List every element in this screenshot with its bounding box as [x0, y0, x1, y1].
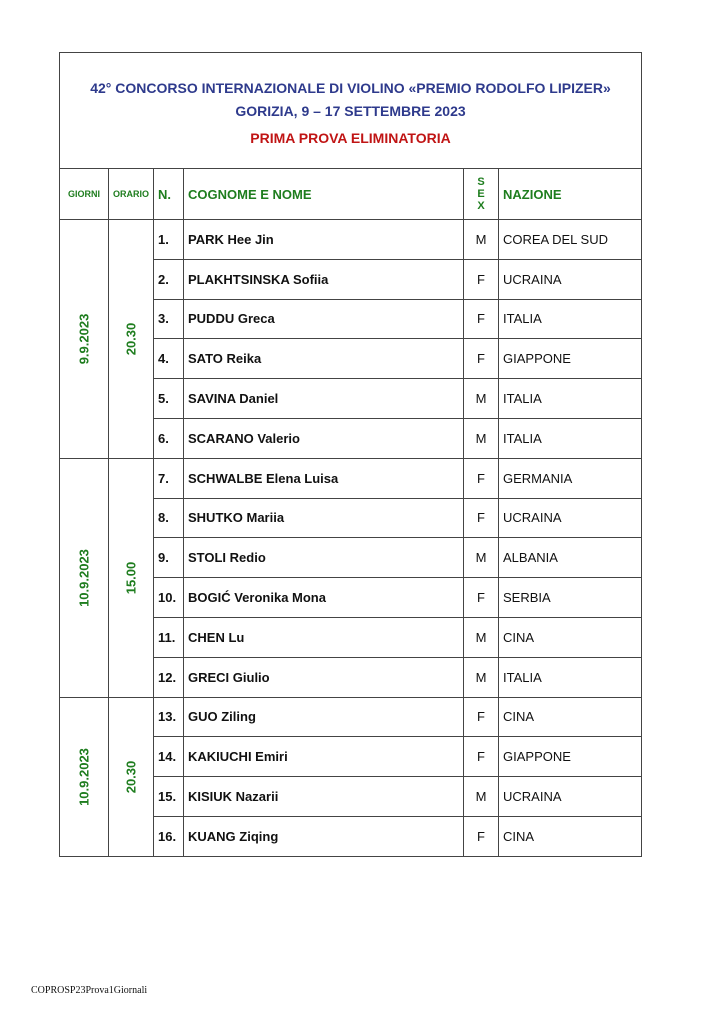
participant-number: 2.	[154, 259, 184, 299]
participant-nation: COREA DEL SUD	[499, 220, 642, 260]
participant-sex: M	[464, 220, 499, 260]
participant-nation: GIAPPONE	[499, 737, 642, 777]
participant-sex: M	[464, 777, 499, 817]
table-row	[60, 220, 642, 260]
participant-sex: F	[464, 697, 499, 737]
participant-nation: ITALIA	[499, 657, 642, 697]
participant-nation: ITALIA	[499, 379, 642, 419]
day-cell	[60, 697, 109, 856]
participant-nation: UCRAINA	[499, 498, 642, 538]
participant-name: SHUTKO Mariia	[184, 498, 464, 538]
participant-nation: UCRAINA	[499, 777, 642, 817]
column-header-row	[60, 169, 642, 220]
participant-nation: UCRAINA	[499, 259, 642, 299]
participant-nation: CINA	[499, 816, 642, 856]
participant-number: 7.	[154, 458, 184, 498]
participant-name: SCHWALBE Elena Luisa	[184, 458, 464, 498]
day-cell	[60, 220, 109, 459]
participant-number: 15.	[154, 777, 184, 817]
participant-number: 3.	[154, 299, 184, 339]
col-header-sex	[464, 169, 499, 220]
participant-name: PARK Hee Jin	[184, 220, 464, 260]
title-cell	[60, 53, 642, 169]
participant-sex: M	[464, 379, 499, 419]
participant-number: 9.	[154, 538, 184, 578]
participant-number: 13.	[154, 697, 184, 737]
participant-number: 12.	[154, 657, 184, 697]
document-page	[59, 52, 641, 857]
participant-name: KAKIUCHI Emiri	[184, 737, 464, 777]
col-header-orario: ORARIO	[109, 169, 154, 220]
participant-sex: M	[464, 538, 499, 578]
participant-number: 10.	[154, 578, 184, 618]
participant-number: 5.	[154, 379, 184, 419]
participant-nation: CINA	[499, 617, 642, 657]
table-row	[60, 697, 642, 737]
participant-name: SAVINA Daniel	[184, 379, 464, 419]
participant-nation: CINA	[499, 697, 642, 737]
sex-letter: E	[477, 188, 485, 200]
col-header-nation: NAZIONE	[499, 169, 642, 220]
col-header-name: COGNOME E NOME	[184, 169, 464, 220]
participant-name: SCARANO Valerio	[184, 418, 464, 458]
time-label: 20.30	[123, 760, 139, 793]
participant-sex: F	[464, 259, 499, 299]
participant-nation: SERBIA	[499, 578, 642, 618]
participant-sex: F	[464, 299, 499, 339]
sex-letter: X	[477, 200, 485, 212]
participant-nation: GIAPPONE	[499, 339, 642, 379]
participant-name: STOLI Redio	[184, 538, 464, 578]
participant-number: 11.	[154, 617, 184, 657]
day-label: 10.9.2023	[76, 548, 92, 607]
competition-title: 42° CONCORSO INTERNAZIONALE DI VIOLINO «PREMIO RODOLFO LIPIZER»	[90, 79, 611, 96]
participant-sex: F	[464, 737, 499, 777]
day-label: 10.9.2023	[76, 747, 92, 806]
participant-name: KUANG Ziqing	[184, 816, 464, 856]
participant-name: SATO Reika	[184, 339, 464, 379]
participant-sex: F	[464, 578, 499, 618]
participant-number: 8.	[154, 498, 184, 538]
col-header-number: N.	[154, 169, 184, 220]
time-cell	[109, 458, 154, 697]
day-cell	[60, 458, 109, 697]
time-label: 20.30	[123, 322, 139, 356]
participant-name: CHEN Lu	[184, 617, 464, 657]
participant-sex: M	[464, 657, 499, 697]
participant-name: PLAKHTSINSKA Sofiia	[184, 259, 464, 299]
participant-nation: ALBANIA	[499, 538, 642, 578]
participant-sex: F	[464, 339, 499, 379]
participant-name: KISIUK Nazarii	[184, 777, 464, 817]
participant-nation: ITALIA	[499, 418, 642, 458]
schedule-table	[59, 52, 642, 857]
participant-name: PUDDU Greca	[184, 299, 464, 339]
participant-number: 16.	[154, 816, 184, 856]
title-row	[60, 53, 642, 169]
footer-filename: COPROSP23Prova1Giornali	[31, 985, 148, 996]
participant-name: GRECI Giulio	[184, 657, 464, 697]
competition-dates: GORIZIA, 9 – 17 SETTEMBRE 2023	[235, 102, 466, 119]
round-title: PRIMA PROVA ELIMINATORIA	[250, 129, 451, 146]
time-cell	[109, 220, 154, 459]
participant-sex: F	[464, 458, 499, 498]
participant-nation: ITALIA	[499, 299, 642, 339]
participant-number: 14.	[154, 737, 184, 777]
participant-name: GUO Ziling	[184, 697, 464, 737]
day-label: 9.9.2023	[76, 313, 92, 365]
time-label: 15.00	[123, 561, 139, 594]
sex-letter: S	[477, 176, 485, 188]
participant-sex: M	[464, 418, 499, 458]
participant-number: 6.	[154, 418, 184, 458]
participant-number: 1.	[154, 220, 184, 260]
col-header-giorni: GIORNI	[60, 169, 109, 220]
participant-sex: M	[464, 617, 499, 657]
participant-sex: F	[464, 498, 499, 538]
participant-number: 4.	[154, 339, 184, 379]
participant-nation: GERMANIA	[499, 458, 642, 498]
participant-name: BOGIĆ Veronika Mona	[184, 578, 464, 618]
table-row	[60, 458, 642, 498]
participant-sex: F	[464, 816, 499, 856]
time-cell	[109, 697, 154, 856]
